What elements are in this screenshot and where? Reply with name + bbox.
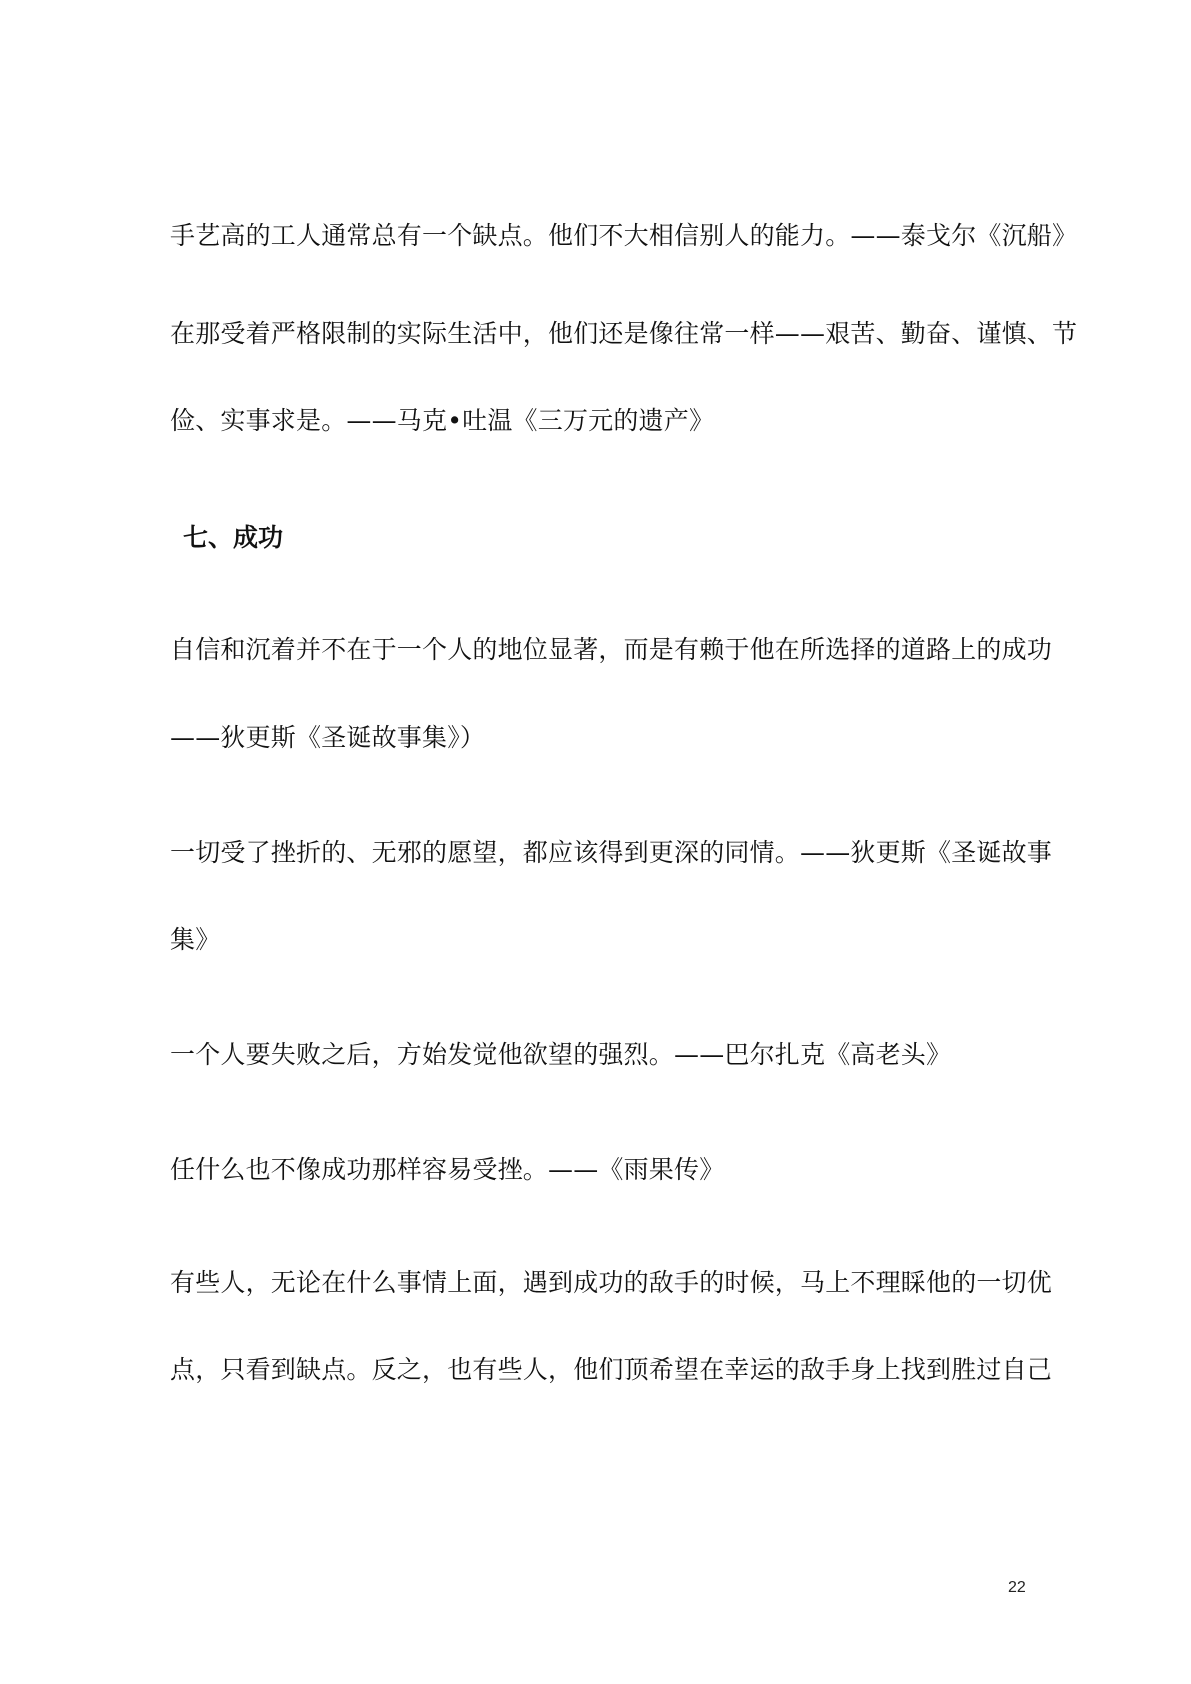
paragraph-line: 有些人，无论在什么事情上面，遇到成功的敌手的时候，马上不理睬他的一切优	[170, 1268, 1053, 1297]
paragraph-line: 手艺高的工人通常总有一个缺点。他们不大相信别人的能力。——泰戈尔《沉船》	[170, 221, 1078, 250]
section-heading: 七、成功	[183, 523, 284, 552]
paragraph-line: ——狄更斯《圣诞故事集》）	[170, 723, 486, 752]
paragraph-line: 点，只看到缺点。反之，也有些人，他们顶希望在幸运的敌手身上找到胜过自己	[170, 1355, 1053, 1384]
paragraph-line: 自信和沉着并不在于一个人的地位显著，而是有赖于他在所选择的道路上的成功	[170, 635, 1053, 664]
paragraph-line: 一切受了挫折的、无邪的愿望，都应该得到更深的同情。——狄更斯《圣诞故事	[170, 838, 1053, 867]
paragraph-line: 一个人要失败之后，方始发觉他欲望的强烈。——巴尔扎克《高老头》	[170, 1040, 952, 1069]
paragraph-line: 任什么也不像成功那样容易受挫。——《雨果传》	[170, 1155, 725, 1184]
page-number: 22	[1008, 1579, 1026, 1596]
paragraph-line: 在那受着严格限制的实际生活中，他们还是像往常一样——艰苦、勤奋、谨慎、节	[170, 319, 1078, 348]
paragraph-line: 俭、实事求是。——马克•吐温《三万元的遗产》	[170, 406, 715, 435]
paragraph-line: 集》	[170, 925, 221, 954]
